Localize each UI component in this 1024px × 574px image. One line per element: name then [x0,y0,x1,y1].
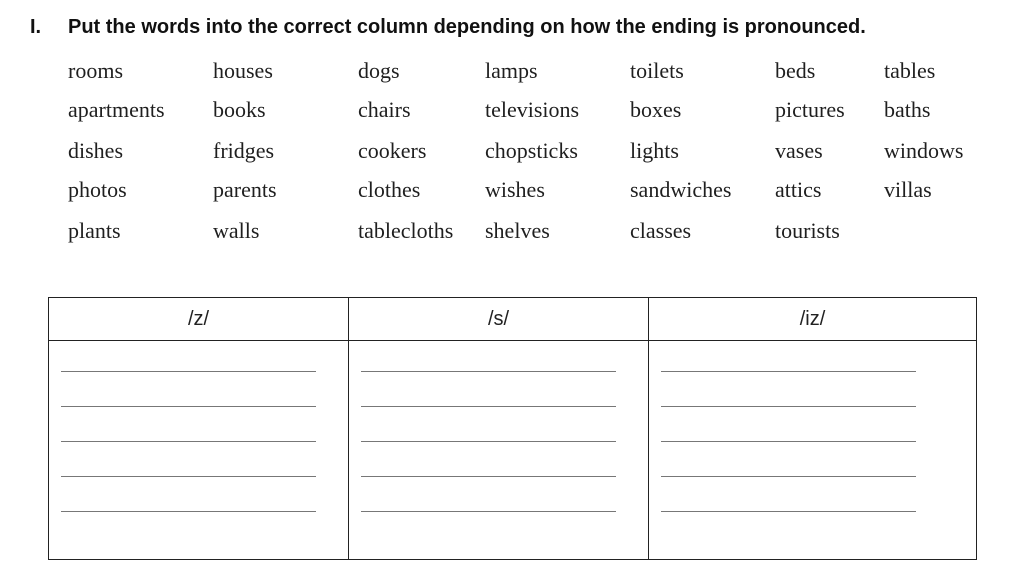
word-item: tables [884,58,936,83]
answer-table [48,297,977,560]
answer-blank-line[interactable] [361,406,616,407]
word-item: books [213,97,266,122]
word-item: plants [68,218,121,243]
word-item: chairs [358,97,411,122]
answer-blank-line[interactable] [361,441,616,442]
word-item: dishes [68,138,123,163]
answer-blank-line[interactable] [61,406,316,407]
exercise-number: I. [30,16,42,38]
word-item: baths [884,97,931,122]
column-header-z: /z/ [49,298,349,341]
answer-blank-line[interactable] [661,371,916,372]
answer-blank-line[interactable] [661,441,916,442]
word-item: photos [68,177,127,202]
word-item: dogs [358,58,400,83]
answer-cell-z[interactable] [49,341,349,560]
word-item: tablecloths [358,218,454,243]
word-item: toilets [630,58,684,83]
word-item: shelves [485,218,550,243]
answer-cell-s[interactable] [349,341,649,560]
answer-blank-line[interactable] [61,476,316,477]
word-item: rooms [68,58,123,83]
word-item: classes [630,218,692,243]
answer-cell-iz[interactable] [649,341,977,560]
word-item: houses [213,58,273,83]
word-item: vases [775,138,823,163]
word-item: cookers [358,138,427,163]
answer-blank-line[interactable] [61,511,316,512]
answer-blank-line[interactable] [661,476,916,477]
word-item: fridges [213,138,275,163]
word-item: windows [884,138,964,163]
answer-blank-line[interactable] [361,476,616,477]
answer-blank-line[interactable] [361,371,616,372]
answer-blank-line[interactable] [661,406,916,407]
word-item: boxes [630,97,682,122]
word-item: televisions [485,97,580,122]
answer-blank-line[interactable] [61,441,316,442]
word-item: beds [775,58,816,83]
word-item: chopsticks [485,138,578,163]
word-item: apartments [68,97,165,122]
word-item: lamps [485,58,538,83]
answer-blank-line[interactable] [661,511,916,512]
exercise-instruction [30,16,866,39]
word-item: sandwiches [630,177,732,202]
word-item: villas [884,177,932,202]
answer-blank-line[interactable] [361,511,616,512]
word-item: tourists [775,218,840,243]
word-item: clothes [358,177,421,202]
column-header-s: /s/ [349,298,649,341]
word-item: wishes [485,177,545,202]
column-header-iz: /iz/ [649,298,977,341]
word-item: pictures [775,97,845,122]
word-item: lights [630,138,679,163]
word-item: parents [213,177,277,202]
answer-blank-line[interactable] [61,371,316,372]
instruction-text: Put the words into the correct column depending on how the ending is pronounced. [68,16,866,38]
word-item: attics [775,177,822,202]
word-item: walls [213,218,260,243]
